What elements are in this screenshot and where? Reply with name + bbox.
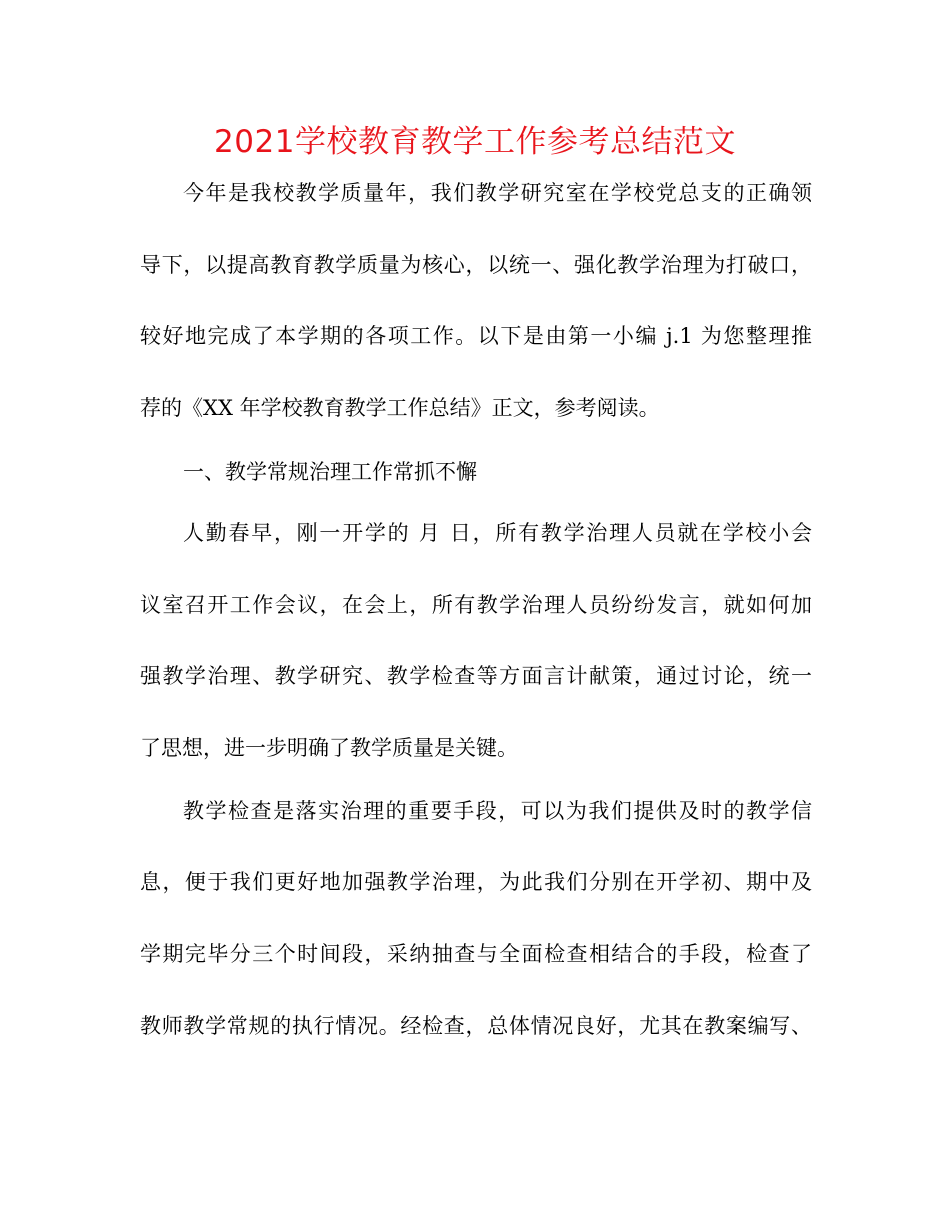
paragraph-line: 较好地完成了本学期的各项工作。以下是由第一小编 j.1 为您整理推 xyxy=(140,324,812,348)
paragraph-line: 教学检查是落实治理的重要手段，可以为我们提供及时的教学信 xyxy=(183,799,812,823)
paragraph-line: 学期完毕分三个时间段，采纳抽查与全面检查相结合的手段，检查了 xyxy=(140,942,812,966)
paragraph-line: 今年是我校教学质量年，我们教学研究室在学校党总支的正确领 xyxy=(183,181,812,205)
paragraph-line: 导下，以提高教育教学质量为核心，以统一、强化教学治理为打破口， xyxy=(140,253,812,277)
paragraph-line: 荐的《XX 年学校教育教学工作总结》正文，参考阅读。 xyxy=(140,396,660,420)
paragraph-line: 强教学治理、教学研究、教学检查等方面言计献策，通过讨论，统一 xyxy=(140,664,812,688)
paragraph-line: 议室召开工作会议，在会上，所有教学治理人员纷纷发言，就如何加 xyxy=(140,593,812,617)
paragraph-line: 息，便于我们更好地加强教学治理，为此我们分别在开学初、期中及 xyxy=(140,870,812,894)
paragraph-line: 了思想，进一步明确了教学质量是关键。 xyxy=(140,736,518,760)
section-heading: 一、教学常规治理工作常抓不懈 xyxy=(183,460,477,484)
document-title: 2021学校教育教学工作参考总结范文 xyxy=(214,124,736,160)
paragraph-line: 教师教学常规的执行情况。经检查，总体情况良好，尤其在教案编写、 xyxy=(140,1014,812,1038)
paragraph-line: 人勤春早，刚一开学的 月 日，所有教学治理人员就在学校小会 xyxy=(183,521,812,545)
